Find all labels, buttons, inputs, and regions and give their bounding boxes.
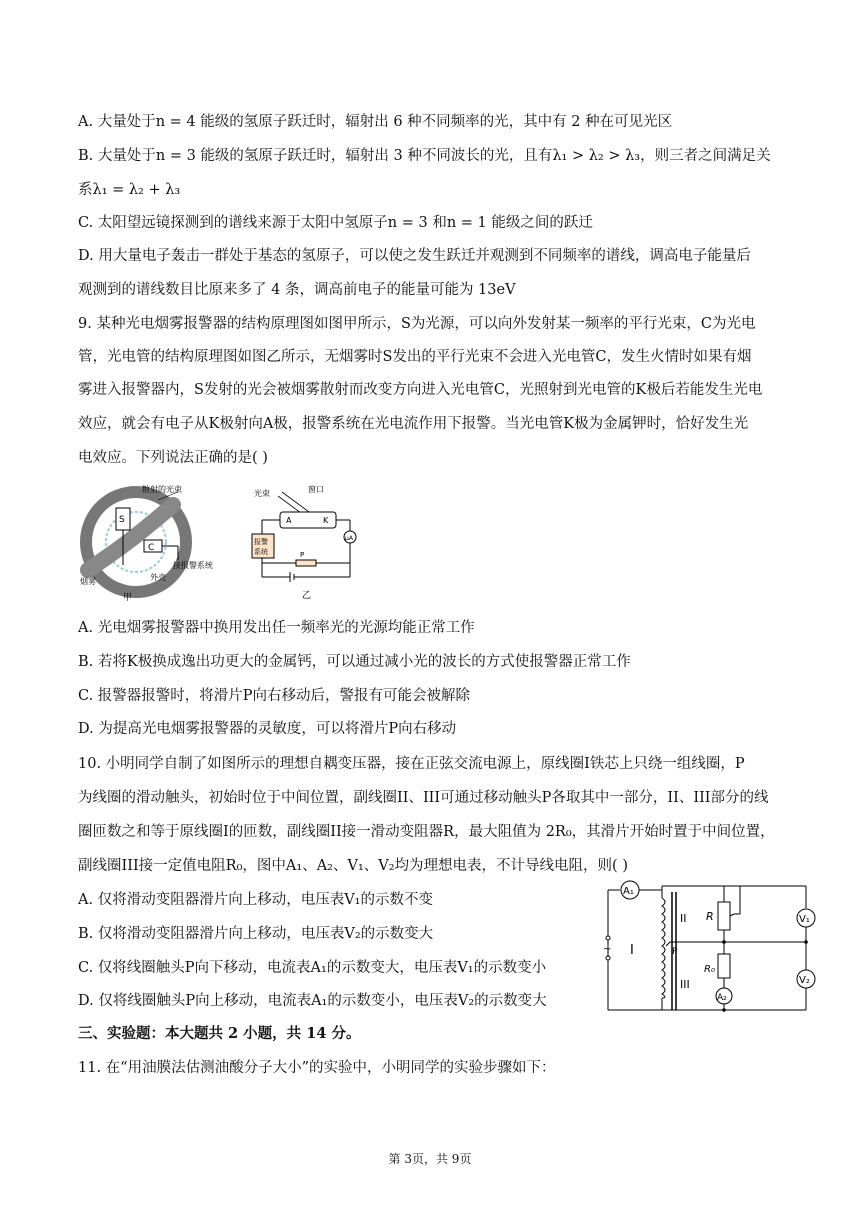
- svg-text:V₁: V₁: [799, 914, 810, 925]
- question-9-line2: 管，光电管的结构原理图如图乙所示，无烟雾时S发出的平行光束不会进入光电管C，发生火情时如果有烟: [78, 349, 752, 365]
- svg-text:K: K: [323, 516, 329, 525]
- option-9c: C. 报警器报警时，将滑片P向右移动后，警报有可能会被解除: [78, 688, 471, 704]
- question-11-line1: 11. 在“用油膜法估测油酸分子大小”的实验中，小明同学的实验步骤如下：: [78, 1060, 556, 1076]
- phototube-circuit-figure-b: [250, 482, 360, 602]
- question-10-line1: 10. 小明同学自制了如图所示的理想自耦变压器，接在正弦交流电源上，原线圈I铁芯上只绕一组线圈，P: [78, 756, 745, 772]
- svg-text:R₀: R₀: [704, 964, 715, 975]
- question-10-line2: 为线圈的滑动触头，初始时位于中间位置，副线圈II、III可通过移动触头P各取其中一部分，II、III部分的线: [78, 790, 769, 806]
- option-9a: A. 光电烟雾报警器中换用发出任一频率光的光源均能正常工作: [78, 620, 475, 636]
- option-8a: A. 大量处于n = 4 能级的氢原子跃迁时，辐射出 6 种不同频率的光，其中有 2 种在可见光区: [78, 114, 673, 130]
- svg-text:接报警系统: 接报警系统: [173, 561, 213, 570]
- svg-text:系统: 系统: [254, 548, 268, 556]
- svg-text:散射的光束: 散射的光束: [142, 485, 182, 494]
- svg-text:光束: 光束: [254, 489, 270, 498]
- option-8b-line1: B. 大量处于n = 3 能级的氢原子跃迁时，辐射出 3 种不同波长的光，且有λ₁ > λ₂ > λ₃，则三者之间满足关: [78, 148, 771, 164]
- svg-text:乙: 乙: [302, 591, 312, 601]
- svg-text:μA: μA: [345, 535, 353, 542]
- autotransformer-circuit-figure: [600, 878, 818, 1020]
- smoke-alarm-figure-a: [78, 480, 228, 605]
- option-9b: B. 若将K极换成逸出功更大的金属钙，可以通过减小光的波长的方式使报警器正常工作: [78, 654, 631, 670]
- svg-text:I: I: [630, 943, 634, 958]
- option-10c: C. 仅将线圈触头P向下移动，电流表A₁的示数变大，电压表V₁的示数变小: [78, 960, 547, 976]
- svg-text:~: ~: [603, 944, 612, 955]
- svg-text:P: P: [672, 947, 678, 957]
- question-9-line5: 电效应。下列说法正确的是( ): [78, 450, 268, 466]
- svg-text:A₁: A₁: [623, 886, 634, 897]
- question-9-line3: 雾进入报警器内，S发射的光会被烟雾散射而改变方向进入光电管C，光照射到光电管的K极后若能发生光电: [78, 382, 763, 398]
- option-8d-line2: 观测到的谱线数目比原来多了 4 条，调高前电子的能量可能为 13eV: [78, 282, 516, 298]
- svg-text:C: C: [148, 543, 155, 553]
- question-10-line4: 副线圈III接一定值电阻R₀，图中A₁、A₂、V₁、V₂均为理想电表，不计导线电阻，则( ): [78, 858, 628, 874]
- option-10d: D. 仅将线圈触头P向上移动，电流表A₁的示数变小，电压表V₂的示数变大: [78, 993, 547, 1009]
- svg-text:A₂: A₂: [717, 993, 727, 1003]
- question-9-line1: 9. 某种光电烟雾报警器的结构原理图如图甲所示，S为光源，可以向外发射某一频率的平行光束，C为光电: [78, 316, 756, 332]
- svg-text:S: S: [119, 515, 125, 525]
- question-10-line3: 圈匝数之和等于原线圈I的匝数，副线圈II接一滑动变阻器R，最大阻值为 2R₀，其滑片开始时置于中间位置，: [78, 824, 775, 840]
- svg-text:报警: 报警: [254, 538, 268, 546]
- section-heading-experiments: 三、实验题：本大题共 2 小题，共 14 分。: [78, 1025, 361, 1042]
- svg-text:III: III: [680, 978, 690, 991]
- option-9d: D. 为提高光电烟雾报警器的灵敏度，可以将滑片P向右移动: [78, 721, 457, 737]
- svg-text:II: II: [680, 912, 687, 925]
- option-10b: B. 仅将滑动变阻器滑片向上移动，电压表V₂的示数变大: [78, 926, 434, 942]
- option-8c: C. 太阳望远镜探测到的谱线来源于太阳中氢原子n = 3 和n = 1 能级之间的跃迁: [78, 215, 593, 231]
- question-9-line4: 效应，就会有电子从K极射向A极，报警系统在光电流作用下报警。当光电管K极为金属钾时，恰好发生光: [78, 416, 749, 432]
- option-8d-line1: D. 用大量电子轰击一群处于基态的氢原子，可以使之发生跃迁并观测到不同频率的谱线，调高电子能量后: [78, 248, 751, 264]
- option-10a: A. 仅将滑动变阻器滑片向上移动，电压表V₁的示数不变: [78, 892, 433, 908]
- option-8b-line2: 系λ₁ = λ₂ + λ₃: [78, 182, 181, 198]
- svg-text:窗口: 窗口: [308, 485, 324, 494]
- svg-text:烟雾: 烟雾: [80, 577, 96, 586]
- svg-text:R: R: [706, 910, 714, 923]
- svg-text:V₂: V₂: [799, 975, 810, 986]
- page-footer: 第 3页，共 9页: [388, 1152, 472, 1166]
- svg-text:A: A: [286, 516, 292, 525]
- svg-text:甲: 甲: [123, 593, 133, 603]
- svg-text:外壳: 外壳: [150, 573, 166, 582]
- svg-text:P: P: [300, 551, 305, 559]
